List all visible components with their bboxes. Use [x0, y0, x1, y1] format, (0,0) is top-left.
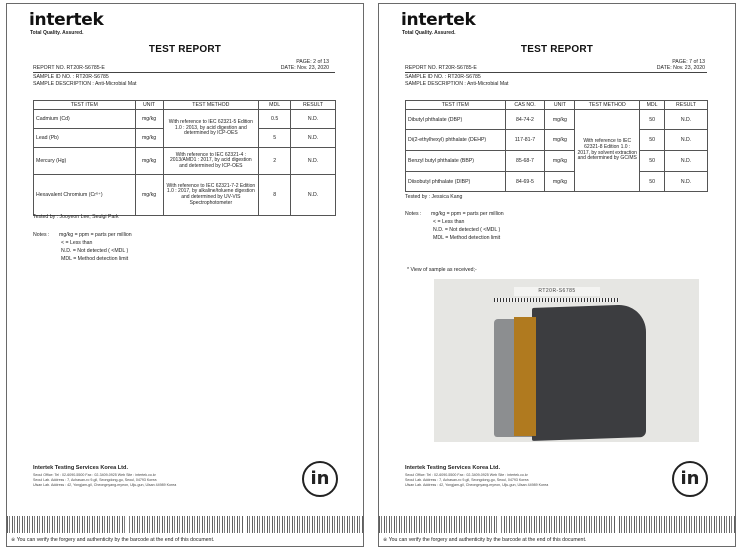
note-line: < = Less than [61, 240, 93, 246]
mdl: 5 [259, 129, 291, 148]
unit: mg/kg [135, 129, 163, 148]
table-row [406, 130, 708, 151]
sample-label: RT20R-S6785 [514, 287, 600, 296]
intertek-seal-icon: in [302, 461, 338, 497]
mdl: 8 [259, 175, 291, 216]
test-item: Di(2-ethylhexyl) phthalate (DEHP) [406, 130, 506, 151]
report-date: DATE: Nov. 23, 2020 [656, 65, 705, 71]
col-header: TEST METHOD [163, 101, 259, 110]
note-line: mg/kg = ppm = parts per million [59, 232, 132, 238]
col-header: TEST METHOD [575, 101, 640, 110]
result: N.D. [665, 172, 708, 192]
note-line: N.D. = Not detected ( <MDL ) [61, 248, 129, 254]
test-item: Mercury (Hg) [34, 148, 136, 175]
cas-number: 84-69-5 [505, 172, 545, 192]
sample-id: SAMPLE ID NO. : RT20R-S6785 [405, 74, 481, 80]
header-rule [405, 72, 707, 73]
col-header: TEST ITEM [406, 101, 506, 110]
address-line: Seoul Office: Tel : 02-6090-5500 Fax : 02-3409-0925 Web Site : intertek.co.kr [33, 473, 156, 477]
col-header: TEST ITEM [34, 101, 136, 110]
col-header: UNIT [545, 101, 575, 110]
logo-tagline: Total Quality. Assured. [402, 30, 456, 36]
table-row [34, 110, 336, 129]
intertek-logo: intertek [29, 10, 104, 30]
page-number: PAGE: 2 of 13 [296, 59, 329, 65]
table-row [406, 172, 708, 192]
verification-note: ※ You can verify the forgery and authenticity by the barcode at the end of this document. [383, 537, 587, 543]
col-header: UNIT [135, 101, 163, 110]
result: N.D. [291, 175, 336, 216]
sample-photo [434, 279, 699, 442]
result: N.D. [665, 151, 708, 172]
test-item: Cadmium (Cd) [34, 110, 136, 129]
test-method: With reference to IEC 62321-7-2 Edition 1.0 : 2017, by alkaline/toluene digestion and determined by UV-VIS Spectrophotometer [163, 175, 259, 216]
logo-tagline: Total Quality. Assured. [30, 30, 84, 36]
address-line: Seoul Lab. Address : 7, Achasan-ro 9-gil, Seongdong-gu, Seoul, 04793 Korea [33, 478, 157, 483]
report-number: REPORT NO. RT20R-S6785-E [405, 65, 477, 71]
result: N.D. [665, 130, 708, 151]
address-line: Seoul Office: Tel : 02-6090-5500 Fax : 02-3409-0925 Web Site : intertek.co.kr [405, 473, 528, 477]
cas-number: 84-74-2 [505, 110, 545, 130]
address-line: Ulsan Lab. Address : 42, Yongjam-gil, Cheongnyang-myeon, Ulju-gun, Ulsan 44989 Korea [33, 483, 177, 488]
table-row [406, 151, 708, 172]
unit: mg/kg [135, 175, 163, 216]
mdl: 50 [640, 110, 665, 130]
verification-barcodes [7, 516, 363, 533]
col-header: RESULT [291, 101, 336, 110]
mat-yellow-layer [514, 317, 536, 436]
report-title: TEST REPORT [520, 44, 594, 55]
sample-description: SAMPLE DESCRIPTION : Anti-Microbial Mat [33, 81, 137, 87]
test-item: Lead (Pb) [34, 129, 136, 148]
mdl: 0.5 [259, 110, 291, 129]
col-header: CAS NO. [505, 101, 545, 110]
table-row [34, 175, 336, 216]
table-header-row [34, 101, 336, 110]
unit: mg/kg [545, 130, 575, 151]
page-number: PAGE: 7 of 13 [672, 59, 705, 65]
table-header-row [406, 101, 708, 110]
result: N.D. [291, 148, 336, 175]
note-line: N.D. = Not detected ( <MDL ) [433, 227, 501, 233]
company-name: Intertek Testing Services Korea Ltd. [33, 465, 129, 471]
photo-caption: * View of sample as received;- [407, 267, 477, 273]
note-line: MDL = Method detection limit [61, 256, 129, 262]
result: N.D. [291, 129, 336, 148]
unit: mg/kg [545, 110, 575, 130]
notes-label: Notes : [405, 211, 422, 217]
cas-number: 117-81-7 [505, 130, 545, 151]
intertek-logo: intertek [401, 10, 476, 30]
company-address [33, 473, 176, 489]
mdl: 2 [259, 148, 291, 175]
report-page-2 [6, 3, 364, 547]
mdl: 50 [640, 172, 665, 192]
intertek-seal-icon: in [672, 461, 708, 497]
results-table [33, 100, 336, 216]
report-number: REPORT NO. RT20R-S6785-E [33, 65, 105, 71]
unit: mg/kg [135, 148, 163, 175]
address-line: Ulsan Lab. Address : 42, Yongjam-gil, Cheongnyang-myeon, Ulju-gun, Ulsan 44989 Korea [405, 483, 549, 488]
mat-dark-layer [532, 304, 646, 441]
results-table [405, 100, 708, 192]
sample-id: SAMPLE ID NO. : RT20R-S6785 [33, 74, 109, 80]
col-header: MDL [640, 101, 665, 110]
report-date: DATE: Nov. 23, 2020 [280, 65, 329, 71]
note-line: < = Less than [433, 219, 465, 225]
ruler [494, 298, 619, 302]
test-method: With reference to IEC 62321-4 : 2013/AMD1 : 2017, by acid digestion and determined by ICP-OES [163, 148, 259, 175]
result: N.D. [665, 110, 708, 130]
header-rule [33, 72, 335, 73]
report-title: TEST REPORT [148, 44, 222, 55]
note-line: mg/kg = ppm = parts per million [431, 211, 504, 217]
test-method: With reference to IEC 62321-8 Edition 1.0 : 2017, by solvent extraction and determined by GC/MS [575, 110, 640, 192]
unit: mg/kg [545, 151, 575, 172]
table-row [34, 148, 336, 175]
unit: mg/kg [135, 110, 163, 129]
result: N.D. [291, 110, 336, 129]
verification-note: ※ You can verify the forgery and authenticity by the barcode at the end of this document. [11, 537, 215, 543]
test-item: Dibutyl phthalate (DBP) [406, 110, 506, 130]
unit: mg/kg [545, 172, 575, 192]
sample-description: SAMPLE DESCRIPTION : Anti-Microbial Mat [405, 81, 509, 87]
mdl: 50 [640, 130, 665, 151]
table-row [406, 110, 708, 130]
mdl: 50 [640, 151, 665, 172]
col-header: RESULT [665, 101, 708, 110]
test-item: Hexavalent Chromium (Cr⁶⁺) [34, 175, 136, 216]
notes-label: Notes : [33, 232, 50, 238]
company-address [405, 473, 548, 489]
test-item: Benzyl butyl phthalate (BBP) [406, 151, 506, 172]
col-header: MDL [259, 101, 291, 110]
company-name: Intertek Testing Services Korea Ltd. [405, 465, 501, 471]
tested-by: Tested by : Jooyeon Lee, Seulgi Park [33, 214, 119, 220]
test-method: With reference to IEC 62321-5 Edition 1.0 : 2013, by acid digestion and determined by ICP-OES [163, 110, 259, 148]
note-line: MDL = Method detection limit [433, 235, 501, 241]
report-page-7 [378, 3, 736, 547]
cas-number: 85-68-7 [505, 151, 545, 172]
address-line: Seoul Lab. Address : 7, Achasan-ro 9-gil, Seongdong-gu, Seoul, 04793 Korea [405, 478, 529, 483]
verification-barcodes [379, 516, 735, 533]
tested-by: Tested by : Jessica Kang [405, 194, 463, 200]
test-item: Diisobutyl phthalate (DIBP) [406, 172, 506, 192]
